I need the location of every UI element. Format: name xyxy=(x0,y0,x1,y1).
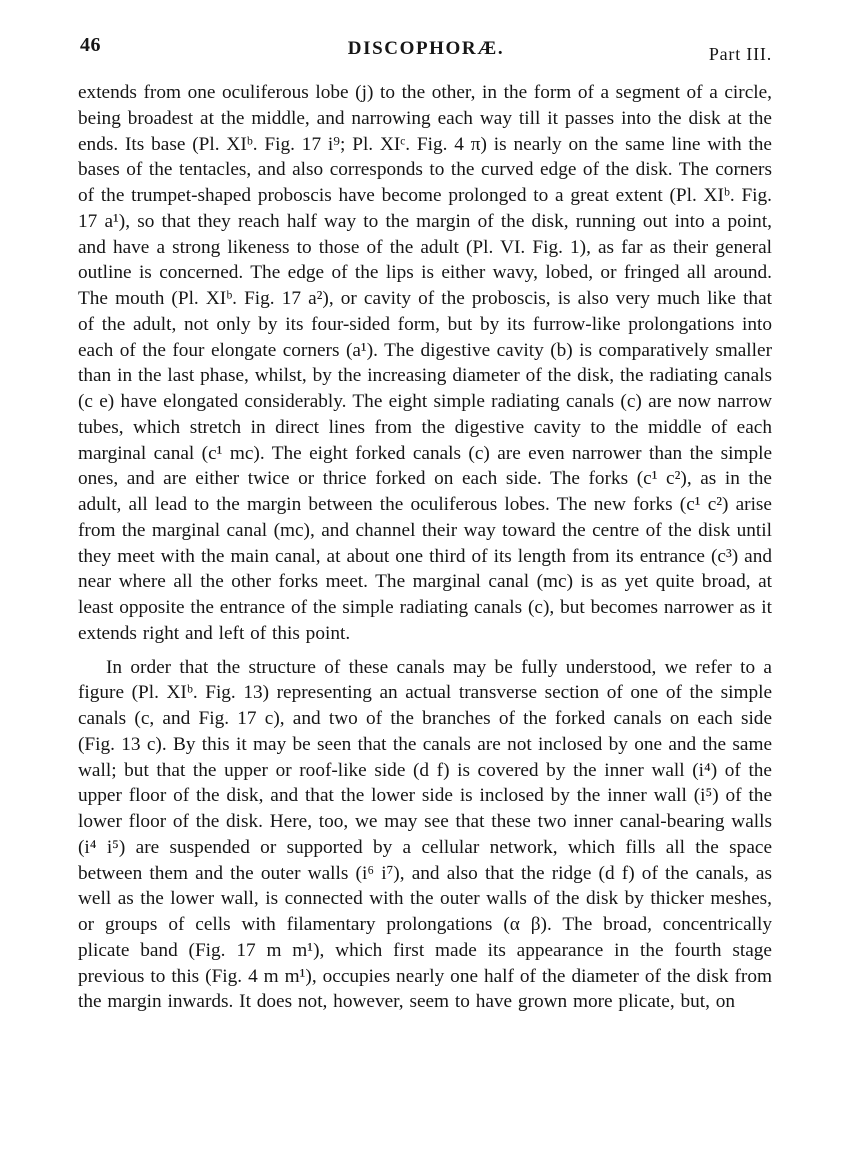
body-text xyxy=(78,80,772,1015)
part-label: Part III. xyxy=(708,44,772,64)
paragraph: In order that the structure of these canals may be fully understood, we refer to a figure (Pl. XIᵇ. Fig. 13) representing an actual transverse section of one of the simple canals (c, and Fig. 17 c), and two of the branches of the forked canals on each side (Fig. 13 c). By this it may be seen that the canals are not inclosed by one and the same wall; but that the upper or roof-like side (d f) is covered by the inner wall (i⁴) of the upper floor of the disk, and that the lower side is inclosed by the inner wall (i⁵) of the lower floor of the disk. Here, too, we may see that these two inner canal-bearing walls (i⁴ i⁵) are suspended or supported by a cellular network, which fills all the space between them and the outer walls (i⁶ i⁷), and also that the ridge (d f) of the canals, as well as the lower wall, is connected with the outer walls of the disk by thicker meshes, or groups of cells with filamentary prolongations (α β). The broad, concentrically plicate band (Fig. 17 m m¹), which first made its appearance in the fourth stage previous to this (Fig. 4 m m¹), occupies nearly one half of the diameter of the disk from the margin inwards. It does not, however, seem to have grown more plicate, but, on xyxy=(78,656,772,1013)
page-number: 46 xyxy=(80,34,101,56)
section-title: DISCOPHORÆ. xyxy=(347,38,505,59)
running-header xyxy=(80,30,772,62)
paragraph-continued: extends from one oculiferous lobe (j) to the other, in the form of a segment of a circle, being broadest at the middle, and narrowing each way till it passes into the disk at the ends. Its base (Pl. XIᵇ. Fig. 17 i⁹; Pl. XIᶜ. Fig. 4 π) is nearly on the same line with the bases of the tentacles, and also corresponds to the curved edge of the disk. The corners of the trumpet-shaped proboscis have become prolonged to a great extent (Pl. XIᵇ. Fig. 17 a¹), so that they reach half way to the margin of the disk, running out into a point, and have a strong likeness to those of the adult (Pl. VI. Fig. 1), as far as their general outline is concerned. The edge of the lips is either wavy, lobed, or fringed all around. The mouth (Pl. XIᵇ. Fig. 17 a²), or cavity of the proboscis, is also very much like that of the adult, not only by its four-sided form, but by its furrow-like prolongations into each of the four elongate corners (a¹). The digestive cavity (b) is comparatively smaller than in the last phase, whilst, by the increasing diameter of the disk, the radiating canals (c e) have elongated considerably. The eight simple radiating canals (c) are now narrow tubes, which stretch in direct lines from the digestive cavity to the middle of each marginal canal (c¹ mc). The eight forked canals (c) are even narrower than the simple ones, and are either twice or thrice forked on each side. The forks (c¹ c²), as in the adult, all lead to the margin between the oculiferous lobes. The new forks (c¹ c²) arise from the marginal canal (mc), and channel their way toward the centre of the disk until they meet with the main canal, at about one third of its length from its entrance (c³) and near where all the other forks meet. The marginal canal (mc) is as yet quite broad, at least opposite the entrance of the simple radiating canals (c), but becomes narrower as it extends right and left of this point. xyxy=(78,82,772,644)
